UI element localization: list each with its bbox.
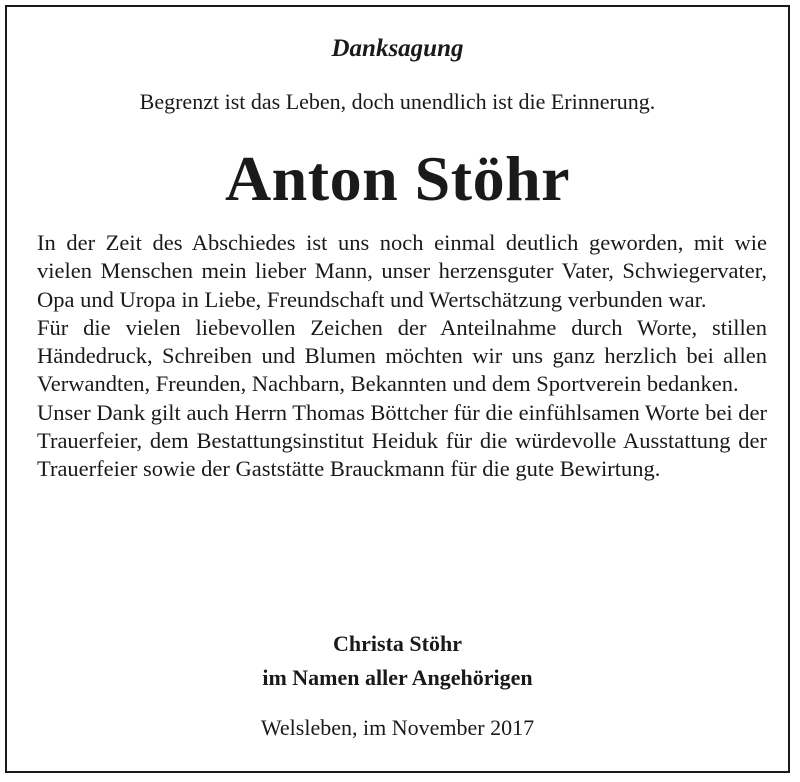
motto-line: Begrenzt ist das Leben, doch unendlich ist die Erinnerung. xyxy=(139,89,656,114)
deceased-name: Anton Stöhr xyxy=(224,143,571,214)
signatory-subtitle: im Namen aller Angehörigen xyxy=(262,665,533,690)
notice-heading: Danksagung xyxy=(331,35,464,62)
signature-block xyxy=(7,627,788,695)
paragraph: Für die vielen liebevollen Zeichen der Anteilnahme durch Worte, stillen Händedruck, Schreiben und Blumen möchten wir uns ganz herzlich bei allen Verwandten, Freunden, Nachbarn, Bekannten und dem Sportverein bedanken. xyxy=(37,314,767,397)
signatory-name: Christa Stöhr xyxy=(333,631,462,656)
obituary-notice xyxy=(5,5,790,773)
thank-you-text xyxy=(37,229,767,484)
place-and-date: Welsleben, im November 2017 xyxy=(260,715,535,740)
paragraph: Unser Dank gilt auch Herrn Thomas Böttcher für die einfühlsamen Worte bei der Trauerfeier, dem Bestattungsinstitut Heiduk für die würdevolle Ausstattung der Trauerfeier sowie der Gaststätte Brauckmann für die gute Bewirtung. xyxy=(37,399,767,482)
paragraph: In der Zeit des Abschiedes ist uns noch einmal deutlich geworden, mit wie vielen Menschen mein lieber Mann, unser herzensguter Vater, Schwiegervater, Opa und Uropa in Liebe, Freundschaft und Wertschätzung verbunden war. xyxy=(37,230,767,312)
